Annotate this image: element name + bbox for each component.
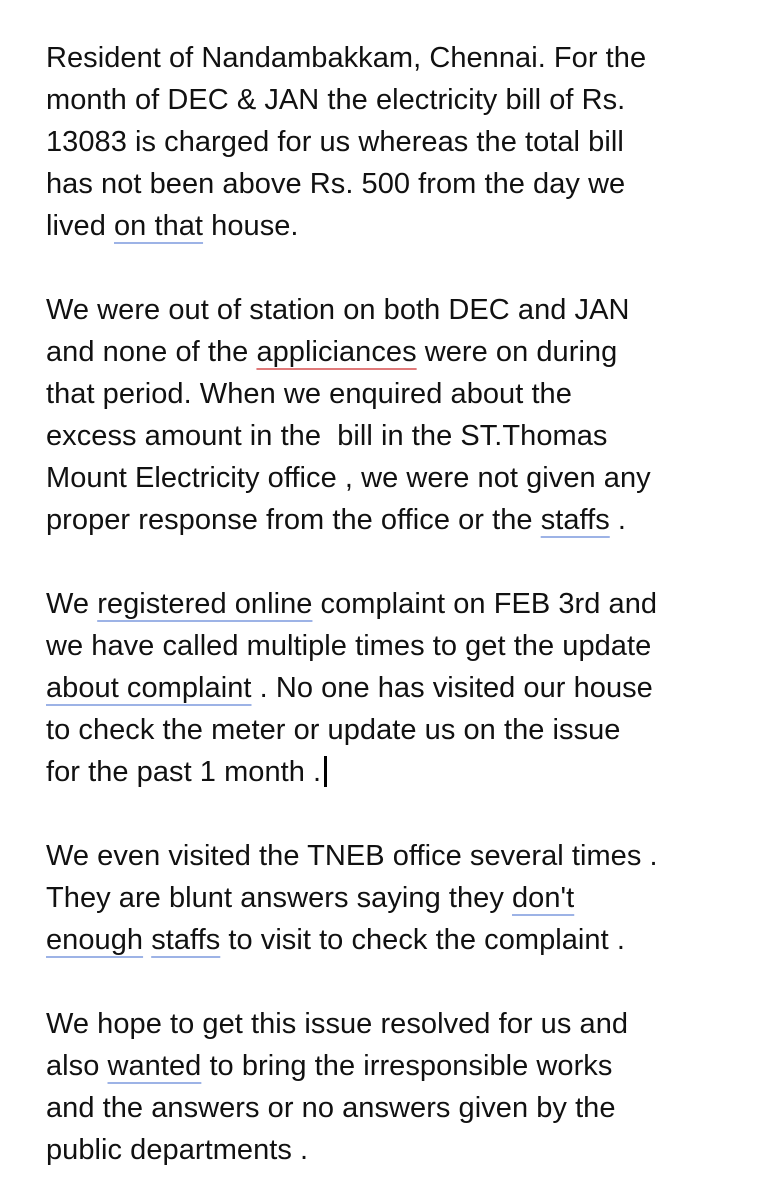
text-line — [46, 121, 746, 163]
text-run: proper response from the office or the — [46, 504, 541, 536]
text-run: . No one has visited our house — [251, 672, 653, 704]
text-run: to check the meter or update us on the issue — [46, 714, 621, 746]
text-line — [46, 331, 746, 373]
text-line — [46, 835, 746, 877]
text-run: that period. When we enquired about the — [46, 378, 572, 410]
text-line — [46, 1045, 746, 1087]
text-line — [46, 373, 746, 415]
text-run: complaint on FEB 3rd and — [312, 588, 658, 620]
complaint-document[interactable] — [46, 37, 746, 1171]
grammar-suggestion-underline[interactable]: wanted — [107, 1050, 202, 1082]
paragraph-spacer — [46, 247, 746, 289]
paragraph-spacer — [46, 541, 746, 583]
text-run: We hope to get this issue resolved for us and — [46, 1008, 629, 1040]
text-run: We were out of station on both DEC and JAN — [46, 294, 630, 326]
text-run — [143, 924, 151, 956]
text-line — [46, 289, 746, 331]
paragraph-1 — [46, 37, 746, 247]
text-run: to visit to check the complaint . — [220, 924, 625, 956]
text-run: We even visited the TNEB office several times . — [46, 840, 658, 872]
grammar-suggestion-underline[interactable]: don't — [512, 882, 575, 914]
text-line — [46, 667, 746, 709]
paragraph-4 — [46, 835, 746, 961]
text-line — [46, 751, 746, 793]
grammar-suggestion-underline[interactable]: registered online — [97, 588, 313, 620]
text-line — [46, 709, 746, 751]
paragraph-3 — [46, 583, 746, 793]
text-run: were on during — [416, 336, 618, 368]
paragraph-spacer — [46, 961, 746, 1003]
grammar-suggestion-underline[interactable]: enough — [46, 924, 144, 956]
text-line — [46, 79, 746, 121]
text-run: month of DEC & JAN the electricity bill of Rs. — [46, 84, 626, 116]
text-run: Resident of Nandambakkam, Chennai. For the — [46, 42, 647, 74]
text-line — [46, 499, 746, 541]
paragraph-2 — [46, 289, 746, 541]
paragraph-5 — [46, 1003, 746, 1171]
text-run: also — [46, 1050, 108, 1082]
text-run: lived — [46, 210, 114, 242]
text-run: Mount Electricity office , we were not given any — [46, 462, 651, 494]
text-line — [46, 877, 746, 919]
text-run: has not been above Rs. 500 from the day we — [46, 168, 626, 200]
grammar-suggestion-underline[interactable]: staffs — [151, 924, 221, 956]
text-line — [46, 37, 746, 79]
text-run: public departments . — [46, 1134, 309, 1166]
text-run: we have called multiple times to get the update — [46, 630, 652, 662]
text-line — [46, 457, 746, 499]
text-cursor — [324, 756, 327, 787]
text-line — [46, 625, 746, 667]
text-run: We — [46, 588, 98, 620]
text-line — [46, 1129, 746, 1171]
grammar-suggestion-underline[interactable]: about complaint — [46, 672, 252, 704]
text-run: house. — [203, 210, 299, 242]
text-run: and the answers or no answers given by the — [46, 1092, 616, 1124]
text-run: 13083 is charged for us whereas the total bill — [46, 126, 624, 158]
text-line — [46, 1003, 746, 1045]
spelling-error-underline[interactable]: appliciances — [256, 336, 417, 368]
text-run: for the past 1 month . — [46, 756, 322, 788]
text-run: excess amount in the bill in the ST.Thomas — [46, 420, 608, 452]
grammar-suggestion-underline[interactable]: staffs — [540, 504, 610, 536]
paragraph-spacer — [46, 793, 746, 835]
text-run: and none of the — [46, 336, 257, 368]
grammar-suggestion-underline[interactable]: on that — [114, 210, 204, 242]
text-line — [46, 583, 746, 625]
text-line — [46, 1087, 746, 1129]
text-run: They are blunt answers saying they — [46, 882, 512, 914]
text-line — [46, 205, 746, 247]
text-line — [46, 919, 746, 961]
text-run: . — [609, 504, 626, 536]
text-line — [46, 415, 746, 457]
text-line — [46, 163, 746, 205]
text-run: to bring the irresponsible works — [201, 1050, 613, 1082]
